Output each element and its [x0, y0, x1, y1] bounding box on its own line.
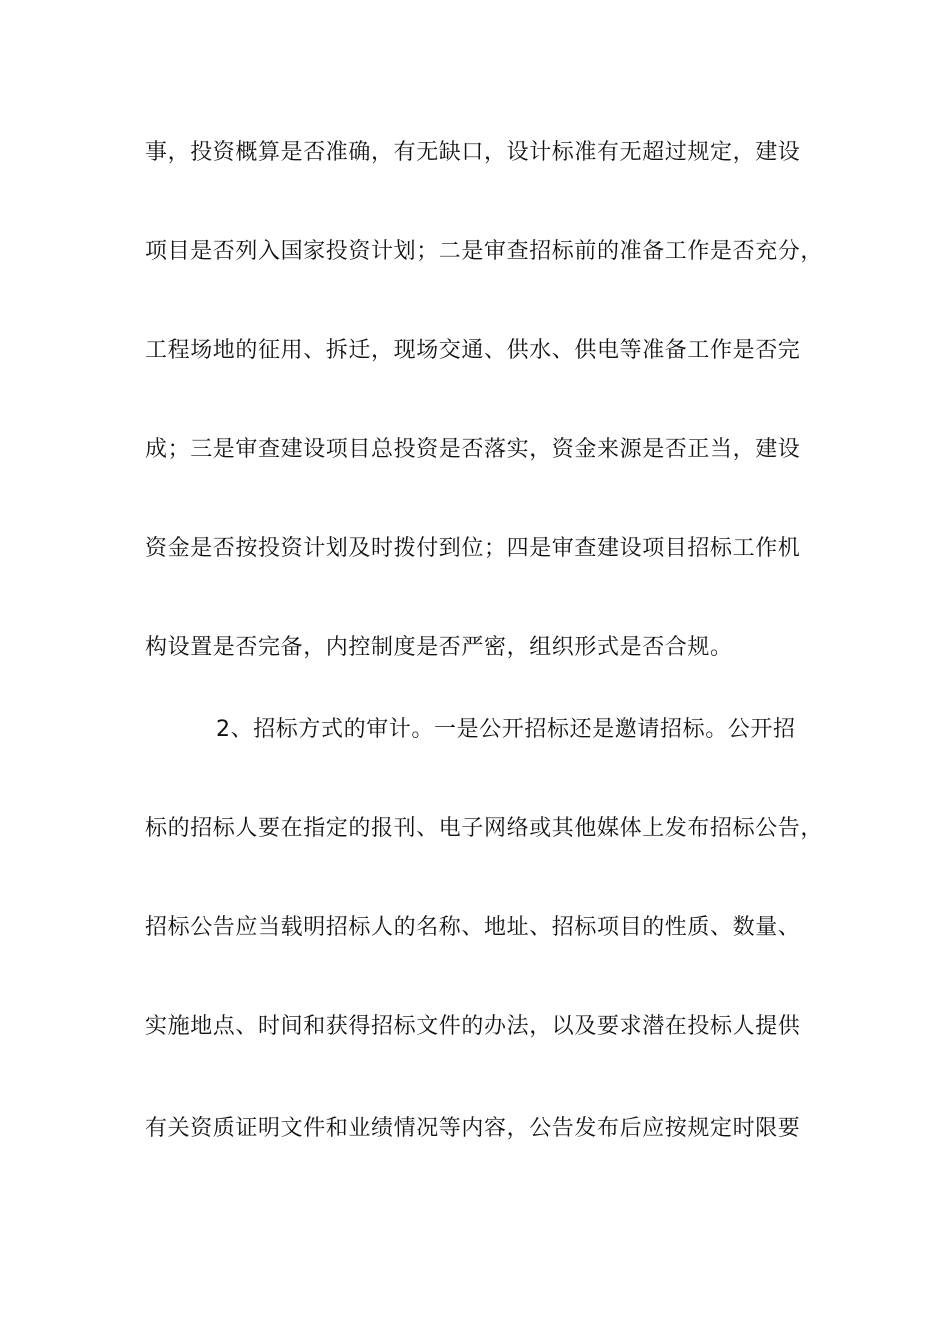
text-line-10: 实施地点、时间和获得招标文件的办法，以及要求潜在投标人提供: [145, 1014, 801, 1039]
text-line-8: 标的招标人要在指定的报刊、电子网络或其他媒体上发布招标公告，: [145, 816, 824, 841]
text-line-5: 资金是否按投资计划及时拨付到位；四是审查建设项目招标工作机: [145, 536, 801, 561]
text-line-6: 构设置是否完备，内控制度是否严密，组织形式是否合规。: [145, 635, 733, 660]
text-line-9: 招标公告应当载明招标人的名称、地址、招标项目的性质、数量、: [145, 915, 801, 940]
text-line-4: 成；三是审查建设项目总投资是否落实，资金来源是否正当，建设: [145, 437, 801, 462]
text-line-1: 事，投资概算是否准确，有无缺口，设计标准有无超过规定，建设: [145, 140, 801, 165]
text-line-11: 有关资质证明文件和业绩情况等内容，公告发布后应按规定时限要: [145, 1116, 801, 1141]
text-line-3: 工程场地的征用、拆迁，现场交通、供水、供电等准备工作是否完: [145, 338, 801, 363]
text-line-7: 2、招标方式的审计。一是公开招标还是邀请招标。公开招: [216, 717, 796, 742]
text-line-2: 项目是否列入国家投资计划；二是审查招标前的准备工作是否充分，: [145, 239, 824, 264]
